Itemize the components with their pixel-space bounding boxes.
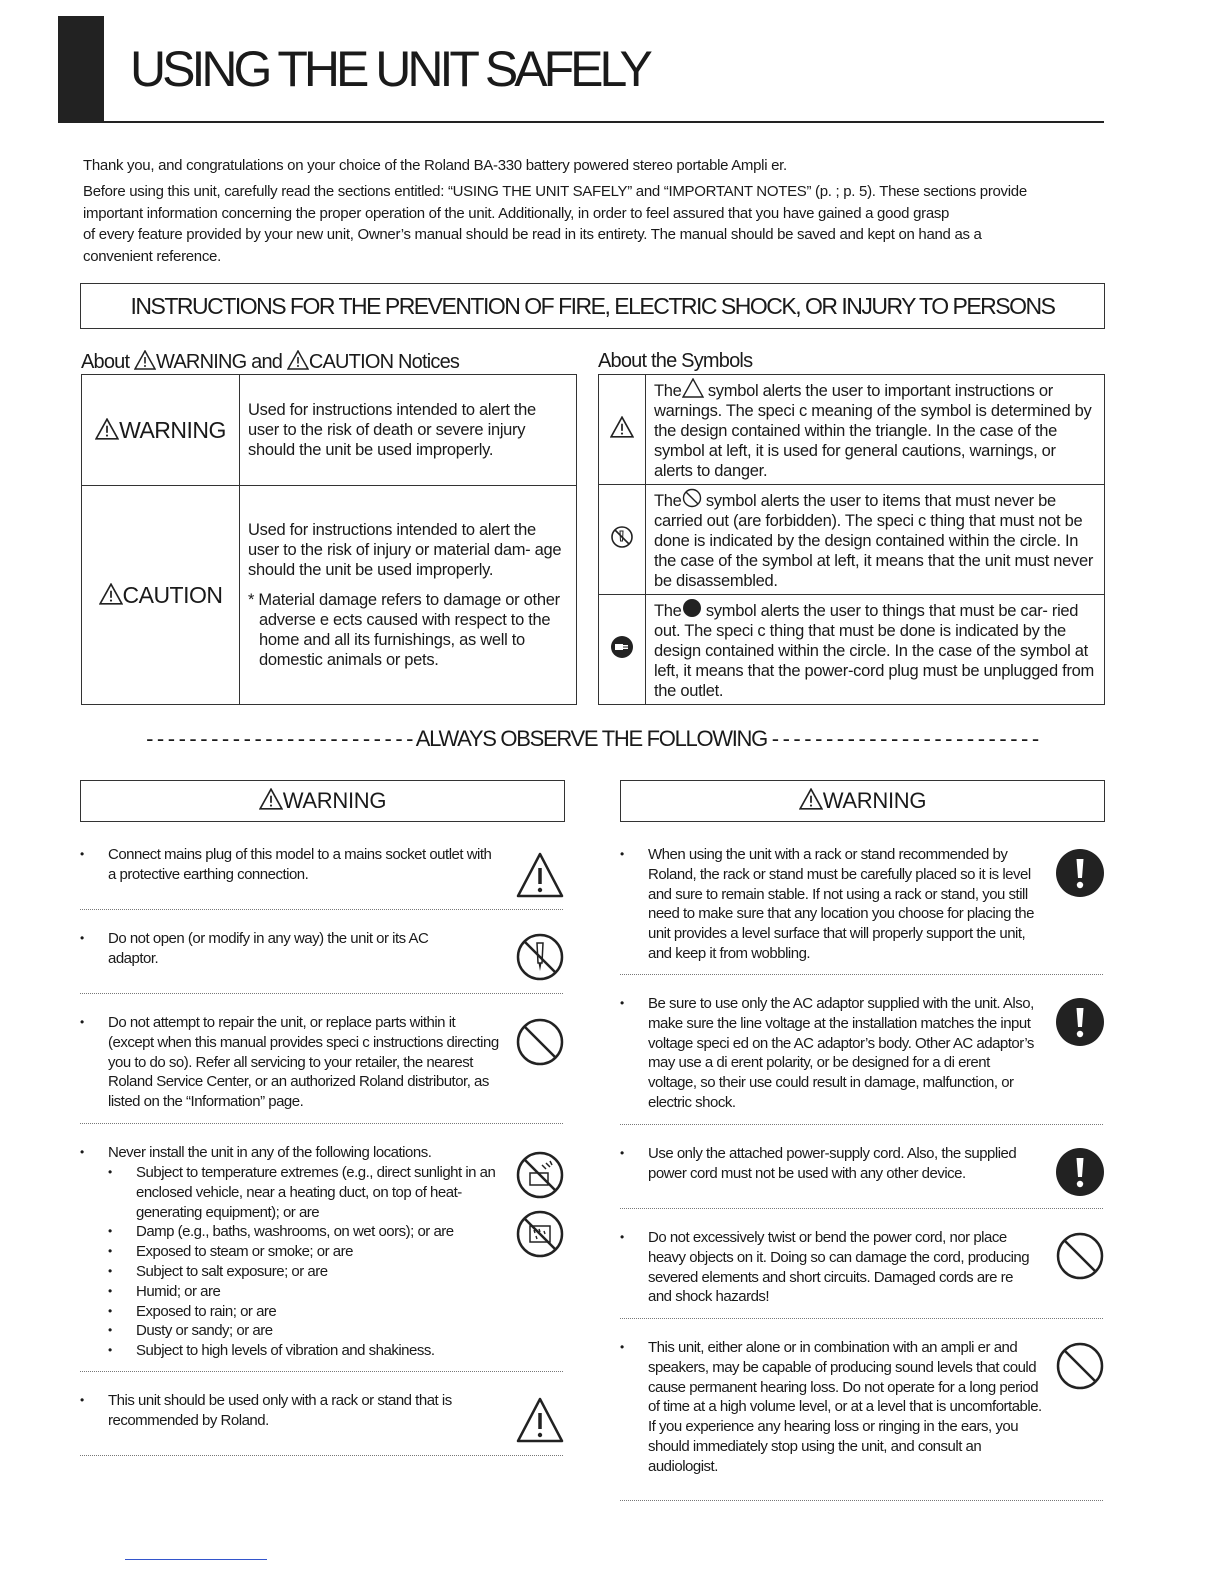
item-divider: [620, 1208, 1103, 1209]
bullet: •: [108, 1323, 112, 1338]
no-water-damp-icon: [516, 1210, 564, 1258]
symbol-mandatory-cell: [599, 595, 646, 705]
caution-description: Used for instructions intended to alert the user to the risk of injury or material dam- age should the unit be used improperly.: [248, 521, 562, 579]
warning-label: WARNING: [119, 416, 226, 443]
symbol-triangle-text: symbol alerts the user to important instructions or warnings. The speci c meaning of the symbol is determined by the design contained within the triangle. In the case of the symbol at left, it is used for general cautions, warnings, or alerts to danger.: [654, 382, 1092, 480]
bullet: •: [80, 1393, 84, 1407]
right-item-1-text: When using the unit with a rack or stand recommended by Roland, the rack or stand must be carefully placed so it is level and sure to remain stable. If not using a rack or stand, you still need to make sure that any location you choose for placing the unit provides a level surface that will properly support the unit, and keep it from wobbling.: [648, 846, 1034, 962]
footer-link-underline[interactable]: [125, 1559, 267, 1560]
caution-label-cell: [82, 486, 240, 705]
do-not-disassemble-icon: [610, 525, 634, 549]
caution-label: CAUTION: [122, 581, 223, 608]
symbol-triangle-pre: The: [654, 382, 682, 400]
prohibited-icon: [1056, 1232, 1104, 1280]
bullet: •: [620, 996, 624, 1010]
symbols-table: [598, 374, 1105, 705]
general-warning-icon: [516, 852, 564, 898]
bullet: •: [108, 1283, 112, 1298]
item-divider: [620, 1500, 1103, 1501]
bullet: •: [108, 1303, 112, 1318]
item-divider: [620, 1124, 1103, 1125]
intro-line-2: important information concerning the proper operation of the unit. Additionally, in order to feel assured that you have gained a good grasp: [83, 204, 950, 222]
symbol-mandatory-pre: The: [654, 602, 682, 620]
warning-description: Used for instructions intended to alert the user to the risk of death or severe injury should the unit be used improperly.: [240, 375, 577, 486]
title-bar-decoration: [58, 16, 104, 123]
unplug-power-cord-icon: [610, 635, 634, 659]
item-divider: [80, 1123, 563, 1124]
bullet: •: [620, 1340, 624, 1354]
item-divider: [620, 1318, 1103, 1319]
warning-triangle-icon: [799, 788, 823, 810]
prohibit-symbol-icon: [682, 488, 702, 508]
title-rule: [58, 121, 1104, 123]
bullet: •: [108, 1264, 112, 1278]
no-heat-sunlight-icon: [516, 1151, 564, 1199]
instructions-heading: INSTRUCTIONS FOR THE PREVENTION OF FIRE, ELECTRIC SHOCK, OR INJURY TO PERSONS: [80, 283, 1105, 329]
item-divider: [80, 1455, 563, 1456]
bullet: •: [80, 931, 84, 945]
location-text: Subject to salt exposure; or are: [136, 1263, 328, 1280]
symbol-prohibit-cell: [599, 485, 646, 595]
intro-paragraph-1: Thank you, and congratulations on your choice of the Roland BA-330 battery powered stereo portable Ampli er.: [83, 157, 787, 174]
symbol-prohibit-pre: The: [654, 492, 682, 510]
warning-triangle-icon: [95, 418, 119, 440]
caution-triangle-icon: [99, 583, 123, 605]
item-divider: [80, 909, 563, 910]
right-warning-label: WARNING: [822, 788, 927, 813]
left-item-2-text: Do not open (or modify in any way) the unit or its AC adaptor.: [108, 930, 429, 967]
location-text: Damp (e.g., baths, washrooms, on wet oors); or are: [136, 1223, 454, 1241]
symbol-prohibit-text: symbol alerts the user to items that must never be carried out (are forbidden). The speci c thing that must not be done is indicated by the design contained within the circle. In the case of the symbol at left, it means that the unit must never be disassembled.: [654, 492, 1094, 590]
warning-triangle-icon: [134, 350, 156, 370]
bullet: •: [80, 847, 84, 861]
left-item-4-text: Never install the unit in any of the following locations.: [108, 1144, 432, 1161]
location-text: Exposed to steam or smoke; or are: [136, 1243, 353, 1261]
general-caution-icon: [610, 416, 634, 438]
bullet: •: [108, 1343, 112, 1358]
symbol-mandatory-text: symbol alerts the user to things that must be car- ried out. The speci c thing that must be done is indicated by the design contained within the circle. In the case of the symbol at left, it means that the power-cord plug must be unplugged from the outlet.: [654, 602, 1094, 700]
notices-table: [81, 374, 577, 705]
mandatory-symbol-icon: [682, 598, 702, 618]
warning-label-cell: [82, 375, 240, 486]
location-text: Dusty or sandy; or are: [136, 1322, 273, 1340]
caution-triangle-icon: [287, 350, 309, 370]
right-item-4-text: Do not excessively twist or bend the power cord, nor place heavy objects on it. Doing so can damage the cord, producing severed elements and short circuits. Damaged cords are re and shock hazards!: [648, 1229, 1030, 1306]
intro-line-3: of every feature provided by your new unit, Owner’s manual should be read in its entirety. The manual should be saved and kept on hand as a: [83, 226, 982, 243]
left-warning-box: [80, 780, 565, 822]
mandatory-action-icon: [1056, 849, 1104, 897]
notices-heading-caution: CAUTION Notices: [308, 351, 460, 373]
caution-description-cell: [240, 486, 577, 705]
triangle-symbol-icon: [682, 378, 704, 398]
page-title: USING THE UNIT SAFELY: [130, 41, 649, 97]
left-item-1-text: Connect mains plug of this model to a mains socket outlet with a protective earthing connection.: [108, 846, 492, 883]
bullet: •: [108, 1165, 112, 1179]
mandatory-action-icon: [1056, 998, 1104, 1046]
bullet: •: [80, 1015, 84, 1029]
symbol-triangle-cell: [599, 375, 646, 485]
bullet: •: [620, 1146, 624, 1160]
bullet: •: [80, 1145, 84, 1159]
right-item-2-text: Be sure to use only the AC adaptor supplied with the unit. Also, make sure the line voltage at the installation matches the input voltage speci ed on the AC adaptor’s body. Other AC adaptor’s may use a di erent polarity, or be designed for a di erent voltage, so their use could result in damage, malfunction, or electric shock.: [648, 995, 1034, 1111]
always-observe-heading: - - - - - - - - - - - - - - - - - - - - - - - - - ALWAYS OBSERVE THE FOLLOWING - - - - - - - - - - - - - - - - - - - - - - - - -: [146, 726, 1038, 751]
item-divider: [80, 993, 563, 994]
prohibited-icon: [1056, 1342, 1104, 1390]
notices-heading: [81, 350, 459, 374]
right-item-5-text: This unit, either alone or in combination with an ampli er and speakers, may be capable of producing sound levels that could cause permanent hearing loss. Do not operate for a long period of time at a high volume level, or at a level that is uncomfortable. If you experience any hearing loss or ringing in the ears, you should immediately stop using the unit, and consult an audiologist.: [648, 1339, 1042, 1475]
item-divider: [620, 974, 1103, 975]
location-text: Humid; or are: [136, 1282, 221, 1300]
general-warning-icon: [516, 1397, 564, 1443]
prohibited-icon: [516, 1018, 564, 1066]
notices-heading-warning: WARNING and: [156, 351, 283, 373]
intro-line-4: convenient reference.: [83, 247, 221, 265]
right-item-3-text: Use only the attached power-supply cord. Also, the supplied power cord must not be used with any other device.: [648, 1145, 1017, 1182]
intro-line-1: Before using this unit, carefully read the sections entitled: “USING THE UNIT SAFELY” and “IMPORTANT NOTES” (p. ; p. 5). These sections provide: [83, 183, 1027, 200]
symbols-heading: About the Symbols: [598, 350, 753, 372]
left-item-3-text: Do not attempt to repair the unit, or replace parts within it (except when this manual provides speci c instructions directing you to do so). Refer all servicing to your retailer, the nearest Roland Service Center, or an authorized Roland distributor, as listed on the “Information” page.: [108, 1014, 499, 1111]
symbol-prohibit-description: [646, 485, 1105, 595]
location-text: Subject to high levels of vibration and shakiness.: [136, 1342, 435, 1360]
bullet: •: [620, 1230, 624, 1244]
do-not-disassemble-icon: [516, 933, 564, 981]
left-warning-label: WARNING: [282, 788, 387, 813]
warning-triangle-icon: [259, 788, 283, 810]
bullet: •: [108, 1224, 112, 1239]
caution-note: * Material damage refers to damage or other adverse e ects caused with respect to the home and all its furnishings, as well to domestic animals or pets.: [248, 591, 560, 669]
right-warning-box: [620, 780, 1105, 822]
mandatory-action-icon: [1056, 1148, 1104, 1196]
location-text: Subject to temperature extremes (e.g., direct sunlight in an enclosed vehicle, near a heating duct, on top of heat-generating equipment); or are: [136, 1164, 496, 1221]
bullet: •: [620, 847, 624, 861]
notices-heading-about: About: [81, 351, 130, 373]
symbol-triangle-description: [646, 375, 1105, 485]
symbol-mandatory-description: [646, 595, 1105, 705]
location-text: Exposed to rain; or are: [136, 1302, 277, 1320]
left-item-5-text: This unit should be used only with a rack or stand that is recommended by Roland.: [108, 1392, 452, 1429]
bullet: •: [108, 1244, 112, 1259]
item-divider: [80, 1371, 563, 1372]
